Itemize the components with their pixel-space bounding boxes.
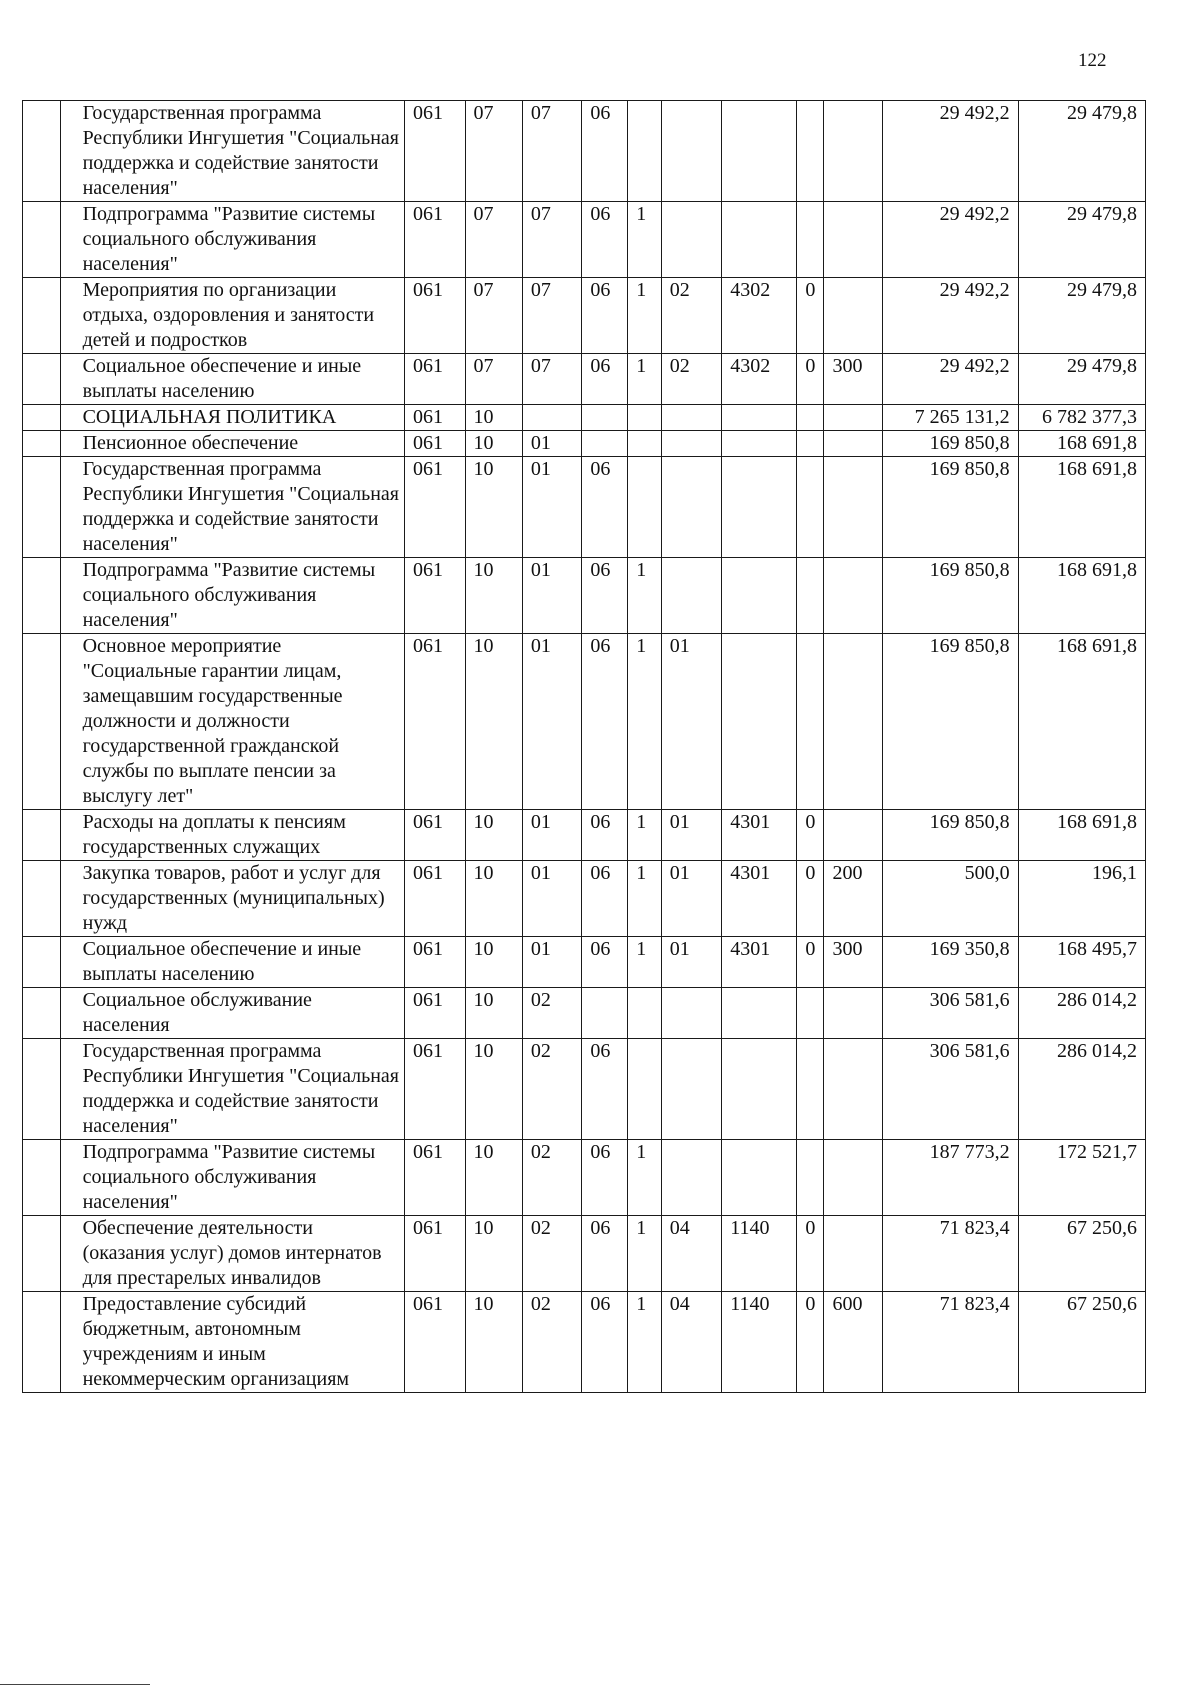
amount-planned: 306 581,6 bbox=[882, 988, 1018, 1039]
code-admin: 061 bbox=[404, 202, 465, 278]
code-subprogram bbox=[628, 101, 661, 202]
code-event bbox=[661, 405, 722, 431]
code-expense-type bbox=[824, 202, 882, 278]
row-name: Подпрограмма "Развитие системы социального обслуживания населения" bbox=[60, 558, 404, 634]
code-subprogram bbox=[628, 431, 661, 457]
code-admin: 061 bbox=[404, 937, 465, 988]
table-row bbox=[23, 558, 1146, 634]
code-event: 04 bbox=[661, 1292, 722, 1393]
code-extra: 0 bbox=[797, 1292, 824, 1393]
code-section: 07 bbox=[465, 354, 522, 405]
code-program: 06 bbox=[582, 101, 628, 202]
code-program: 06 bbox=[582, 558, 628, 634]
code-section: 10 bbox=[465, 988, 522, 1039]
code-admin: 061 bbox=[404, 1216, 465, 1292]
code-section: 10 bbox=[465, 937, 522, 988]
code-direction bbox=[722, 202, 797, 278]
row-number bbox=[23, 354, 61, 405]
amount-planned: 29 492,2 bbox=[882, 202, 1018, 278]
code-subsection: 01 bbox=[522, 558, 581, 634]
code-section: 10 bbox=[465, 1140, 522, 1216]
code-expense-type bbox=[824, 405, 882, 431]
row-name: Закупка товаров, работ и услуг для государственных (муниципальных) нужд bbox=[60, 861, 404, 937]
amount-executed: 29 479,8 bbox=[1018, 202, 1145, 278]
amount-planned: 29 492,2 bbox=[882, 354, 1018, 405]
code-section: 10 bbox=[465, 558, 522, 634]
code-expense-type bbox=[824, 431, 882, 457]
code-expense-type bbox=[824, 101, 882, 202]
table-row bbox=[23, 937, 1146, 988]
code-extra bbox=[797, 634, 824, 810]
code-admin: 061 bbox=[404, 431, 465, 457]
code-subsection: 01 bbox=[522, 634, 581, 810]
amount-executed: 172 521,7 bbox=[1018, 1140, 1145, 1216]
code-event bbox=[661, 1039, 722, 1140]
code-event bbox=[661, 431, 722, 457]
code-extra bbox=[797, 1140, 824, 1216]
row-name: Государственная программа Республики Ингушетия "Социальная поддержка и содействие занятости населения" bbox=[60, 457, 404, 558]
code-admin: 061 bbox=[404, 457, 465, 558]
amount-planned: 500,0 bbox=[882, 861, 1018, 937]
amount-planned: 169 850,8 bbox=[882, 431, 1018, 457]
code-extra bbox=[797, 1039, 824, 1140]
code-event: 04 bbox=[661, 1216, 722, 1292]
row-name: Государственная программа Республики Ингушетия "Социальная поддержка и содействие занятости населения" bbox=[60, 1039, 404, 1140]
table-row bbox=[23, 810, 1146, 861]
code-subsection: 01 bbox=[522, 861, 581, 937]
code-program: 06 bbox=[582, 202, 628, 278]
code-program: 06 bbox=[582, 861, 628, 937]
code-expense-type bbox=[824, 988, 882, 1039]
row-name: Основное мероприятие "Социальные гарантии лицам, замещавшим государственные должности и должности государственной гражданской службы по выплате пенсии за выслугу лет" bbox=[60, 634, 404, 810]
code-event: 01 bbox=[661, 861, 722, 937]
row-number bbox=[23, 1039, 61, 1140]
code-direction bbox=[722, 634, 797, 810]
amount-executed: 6 782 377,3 bbox=[1018, 405, 1145, 431]
code-subsection bbox=[522, 405, 581, 431]
amount-executed: 67 250,6 bbox=[1018, 1216, 1145, 1292]
code-direction: 4301 bbox=[722, 810, 797, 861]
code-direction bbox=[722, 558, 797, 634]
table-row bbox=[23, 1140, 1146, 1216]
table-row bbox=[23, 861, 1146, 937]
code-direction: 1140 bbox=[722, 1292, 797, 1393]
code-subprogram: 1 bbox=[628, 810, 661, 861]
code-subsection: 07 bbox=[522, 278, 581, 354]
code-extra bbox=[797, 101, 824, 202]
table-row bbox=[23, 1216, 1146, 1292]
code-admin: 061 bbox=[404, 1039, 465, 1140]
row-name: Обеспечение деятельности (оказания услуг) домов интернатов для престарелых инвалидов bbox=[60, 1216, 404, 1292]
code-expense-type bbox=[824, 810, 882, 861]
code-subprogram: 1 bbox=[628, 634, 661, 810]
amount-planned: 306 581,6 bbox=[882, 1039, 1018, 1140]
row-number bbox=[23, 431, 61, 457]
row-number bbox=[23, 278, 61, 354]
row-name: Социальное обеспечение и иные выплаты населению bbox=[60, 354, 404, 405]
code-section: 10 bbox=[465, 405, 522, 431]
table-row bbox=[23, 1292, 1146, 1393]
code-subprogram: 1 bbox=[628, 354, 661, 405]
code-subprogram: 1 bbox=[628, 202, 661, 278]
code-admin: 061 bbox=[404, 1292, 465, 1393]
page-number: 122 bbox=[1078, 50, 1107, 71]
amount-executed: 168 691,8 bbox=[1018, 634, 1145, 810]
code-program: 06 bbox=[582, 634, 628, 810]
code-direction bbox=[722, 101, 797, 202]
code-extra: 0 bbox=[797, 810, 824, 861]
amount-executed: 168 691,8 bbox=[1018, 558, 1145, 634]
code-program: 06 bbox=[582, 810, 628, 861]
code-direction: 4301 bbox=[722, 937, 797, 988]
code-event bbox=[661, 558, 722, 634]
code-subprogram: 1 bbox=[628, 1140, 661, 1216]
code-section: 10 bbox=[465, 1292, 522, 1393]
table-row bbox=[23, 457, 1146, 558]
code-admin: 061 bbox=[404, 101, 465, 202]
row-number bbox=[23, 988, 61, 1039]
code-expense-type bbox=[824, 1140, 882, 1216]
code-extra bbox=[797, 558, 824, 634]
amount-executed: 29 479,8 bbox=[1018, 354, 1145, 405]
amount-executed: 168 495,7 bbox=[1018, 937, 1145, 988]
amount-executed: 29 479,8 bbox=[1018, 101, 1145, 202]
row-name: Социальное обеспечение и иные выплаты населению bbox=[60, 937, 404, 988]
code-program: 06 bbox=[582, 1216, 628, 1292]
code-direction bbox=[722, 405, 797, 431]
code-expense-type: 600 bbox=[824, 1292, 882, 1393]
code-direction: 1140 bbox=[722, 1216, 797, 1292]
code-section: 10 bbox=[465, 431, 522, 457]
table-row bbox=[23, 1039, 1146, 1140]
code-extra: 0 bbox=[797, 278, 824, 354]
code-section: 07 bbox=[465, 101, 522, 202]
row-number bbox=[23, 1140, 61, 1216]
table-body bbox=[23, 101, 1146, 1393]
table-row bbox=[23, 202, 1146, 278]
code-expense-type: 300 bbox=[824, 937, 882, 988]
row-name: СОЦИАЛЬНАЯ ПОЛИТИКА bbox=[60, 405, 404, 431]
code-event: 02 bbox=[661, 354, 722, 405]
code-event: 01 bbox=[661, 937, 722, 988]
code-program bbox=[582, 431, 628, 457]
code-subprogram bbox=[628, 1039, 661, 1140]
budget-table bbox=[22, 100, 1146, 1393]
code-subsection: 07 bbox=[522, 101, 581, 202]
code-extra bbox=[797, 431, 824, 457]
code-direction bbox=[722, 457, 797, 558]
code-section: 10 bbox=[465, 1039, 522, 1140]
row-number bbox=[23, 810, 61, 861]
code-section: 07 bbox=[465, 278, 522, 354]
code-subprogram: 1 bbox=[628, 558, 661, 634]
code-subsection: 01 bbox=[522, 810, 581, 861]
code-event bbox=[661, 1140, 722, 1216]
code-admin: 061 bbox=[404, 861, 465, 937]
code-event bbox=[661, 988, 722, 1039]
code-expense-type bbox=[824, 558, 882, 634]
code-direction bbox=[722, 1039, 797, 1140]
amount-executed: 29 479,8 bbox=[1018, 278, 1145, 354]
code-subprogram bbox=[628, 457, 661, 558]
code-admin: 061 bbox=[404, 634, 465, 810]
code-subsection: 01 bbox=[522, 431, 581, 457]
code-extra bbox=[797, 202, 824, 278]
amount-planned: 187 773,2 bbox=[882, 1140, 1018, 1216]
code-program bbox=[582, 405, 628, 431]
amount-planned: 71 823,4 bbox=[882, 1292, 1018, 1393]
code-program: 06 bbox=[582, 278, 628, 354]
row-name: Предоставление субсидий бюджетным, автономным учреждениям и иным некоммерческим организациям bbox=[60, 1292, 404, 1393]
code-direction bbox=[722, 1140, 797, 1216]
row-number bbox=[23, 202, 61, 278]
code-extra: 0 bbox=[797, 861, 824, 937]
amount-executed: 286 014,2 bbox=[1018, 1039, 1145, 1140]
code-program: 06 bbox=[582, 1039, 628, 1140]
code-subsection: 02 bbox=[522, 1039, 581, 1140]
amount-executed: 168 691,8 bbox=[1018, 431, 1145, 457]
row-name: Подпрограмма "Развитие системы социального обслуживания населения" bbox=[60, 202, 404, 278]
code-admin: 061 bbox=[404, 278, 465, 354]
code-program: 06 bbox=[582, 354, 628, 405]
amount-planned: 169 850,8 bbox=[882, 457, 1018, 558]
code-expense-type bbox=[824, 634, 882, 810]
code-subsection: 02 bbox=[522, 1140, 581, 1216]
code-section: 10 bbox=[465, 634, 522, 810]
code-section: 07 bbox=[465, 202, 522, 278]
code-subsection: 02 bbox=[522, 988, 581, 1039]
amount-planned: 29 492,2 bbox=[882, 101, 1018, 202]
code-extra bbox=[797, 405, 824, 431]
row-name: Мероприятия по организации отдыха, оздоровления и занятости детей и подростков bbox=[60, 278, 404, 354]
row-name: Социальное обслуживание населения bbox=[60, 988, 404, 1039]
code-program: 06 bbox=[582, 1140, 628, 1216]
code-event bbox=[661, 202, 722, 278]
table-row bbox=[23, 101, 1146, 202]
row-number bbox=[23, 1292, 61, 1393]
row-name: Пенсионное обеспечение bbox=[60, 431, 404, 457]
code-subprogram: 1 bbox=[628, 861, 661, 937]
code-event: 01 bbox=[661, 810, 722, 861]
code-expense-type: 300 bbox=[824, 354, 882, 405]
code-admin: 061 bbox=[404, 810, 465, 861]
amount-executed: 168 691,8 bbox=[1018, 810, 1145, 861]
code-subsection: 07 bbox=[522, 202, 581, 278]
code-expense-type bbox=[824, 1039, 882, 1140]
amount-planned: 71 823,4 bbox=[882, 1216, 1018, 1292]
code-section: 10 bbox=[465, 457, 522, 558]
code-subsection: 01 bbox=[522, 457, 581, 558]
code-program bbox=[582, 988, 628, 1039]
row-number bbox=[23, 634, 61, 810]
row-number bbox=[23, 405, 61, 431]
code-extra: 0 bbox=[797, 354, 824, 405]
code-subprogram bbox=[628, 988, 661, 1039]
code-expense-type bbox=[824, 278, 882, 354]
code-subprogram: 1 bbox=[628, 1292, 661, 1393]
amount-planned: 7 265 131,2 bbox=[882, 405, 1018, 431]
code-event: 01 bbox=[661, 634, 722, 810]
row-number bbox=[23, 457, 61, 558]
code-section: 10 bbox=[465, 810, 522, 861]
code-subprogram: 1 bbox=[628, 937, 661, 988]
amount-executed: 168 691,8 bbox=[1018, 457, 1145, 558]
code-subsection: 07 bbox=[522, 354, 581, 405]
row-name: Расходы на доплаты к пенсиям государственных служащих bbox=[60, 810, 404, 861]
code-subprogram: 1 bbox=[628, 1216, 661, 1292]
code-section: 10 bbox=[465, 861, 522, 937]
code-program: 06 bbox=[582, 1292, 628, 1393]
code-admin: 061 bbox=[404, 1140, 465, 1216]
row-number bbox=[23, 861, 61, 937]
bottom-rule bbox=[0, 1684, 150, 1685]
code-admin: 061 bbox=[404, 354, 465, 405]
amount-planned: 169 850,8 bbox=[882, 810, 1018, 861]
code-section: 10 bbox=[465, 1216, 522, 1292]
amount-executed: 196,1 bbox=[1018, 861, 1145, 937]
amount-executed: 286 014,2 bbox=[1018, 988, 1145, 1039]
code-event bbox=[661, 101, 722, 202]
table-row bbox=[23, 405, 1146, 431]
code-expense-type: 200 bbox=[824, 861, 882, 937]
row-number bbox=[23, 558, 61, 634]
code-admin: 061 bbox=[404, 988, 465, 1039]
amount-planned: 169 850,8 bbox=[882, 558, 1018, 634]
code-subsection: 01 bbox=[522, 937, 581, 988]
table-row bbox=[23, 431, 1146, 457]
code-admin: 061 bbox=[404, 558, 465, 634]
code-direction: 4302 bbox=[722, 278, 797, 354]
code-extra bbox=[797, 457, 824, 558]
amount-executed: 67 250,6 bbox=[1018, 1292, 1145, 1393]
code-event bbox=[661, 457, 722, 558]
code-program: 06 bbox=[582, 937, 628, 988]
code-expense-type bbox=[824, 1216, 882, 1292]
code-direction bbox=[722, 431, 797, 457]
code-direction bbox=[722, 988, 797, 1039]
table-row bbox=[23, 988, 1146, 1039]
code-direction: 4302 bbox=[722, 354, 797, 405]
amount-planned: 169 850,8 bbox=[882, 634, 1018, 810]
row-name: Подпрограмма "Развитие системы социального обслуживания населения" bbox=[60, 1140, 404, 1216]
code-extra: 0 bbox=[797, 937, 824, 988]
row-number bbox=[23, 1216, 61, 1292]
code-extra bbox=[797, 988, 824, 1039]
code-event: 02 bbox=[661, 278, 722, 354]
table-row bbox=[23, 354, 1146, 405]
code-subprogram bbox=[628, 405, 661, 431]
code-subsection: 02 bbox=[522, 1292, 581, 1393]
table-row bbox=[23, 634, 1146, 810]
code-direction: 4301 bbox=[722, 861, 797, 937]
code-admin: 061 bbox=[404, 405, 465, 431]
code-extra: 0 bbox=[797, 1216, 824, 1292]
code-program: 06 bbox=[582, 457, 628, 558]
code-expense-type bbox=[824, 457, 882, 558]
row-number bbox=[23, 101, 61, 202]
row-number bbox=[23, 937, 61, 988]
amount-planned: 169 350,8 bbox=[882, 937, 1018, 988]
code-subsection: 02 bbox=[522, 1216, 581, 1292]
table-row bbox=[23, 278, 1146, 354]
code-subprogram: 1 bbox=[628, 278, 661, 354]
row-name: Государственная программа Республики Ингушетия "Социальная поддержка и содействие занятости населения" bbox=[60, 101, 404, 202]
amount-planned: 29 492,2 bbox=[882, 278, 1018, 354]
